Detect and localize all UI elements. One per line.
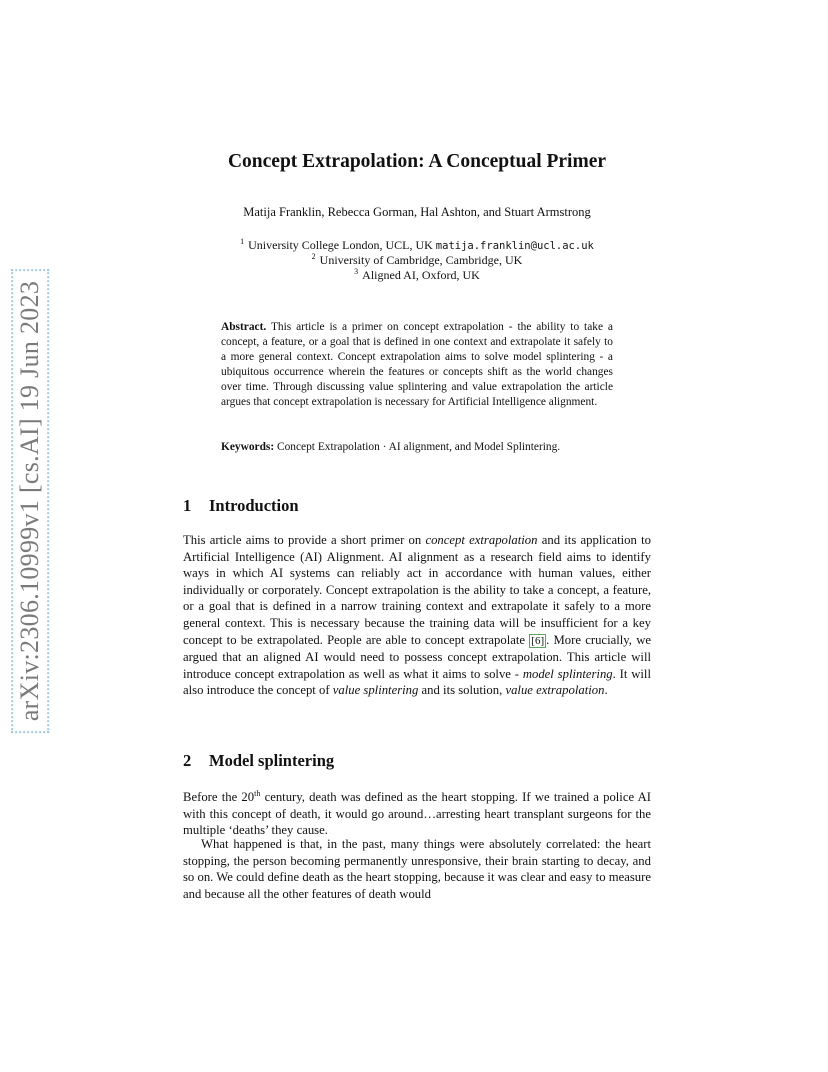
text-run: . — [604, 683, 608, 698]
text-run: century, death was defined as the heart stopping. If we trained a police AI with this concept of death, it would go around…arresting heart transplant surgeons for the multiple ‘deaths’ they cause. — [183, 790, 651, 838]
abstract — [221, 320, 613, 410]
affiliation-text: University College London, UCL, UK — [248, 238, 433, 252]
introduction-paragraph — [183, 532, 651, 699]
superscript: th — [254, 789, 261, 798]
affiliation-3 — [183, 265, 651, 282]
model-splintering-paragraph-2: What happened is that, in the past, many things were absolutely correlated: the heart stopping, the person becoming permanently unresponsive, their brain starting to decay, and so on. We could define death as the heart stopping, because it was clear and easy to measure and because all the other features of death would — [183, 837, 651, 901]
keywords-text: Concept Extrapolation · AI alignment, and Model Splintering. — [277, 441, 561, 453]
text-run: This article aims to provide a short primer on — [183, 533, 426, 547]
model-splintering-paragraph-1 — [183, 786, 651, 839]
emphasis: model splintering — [522, 666, 613, 681]
section-heading-introduction — [183, 496, 299, 516]
affiliation-text: University of Cambridge, Cambridge, UK — [319, 253, 523, 267]
text-run: and its application to Artificial Intelligence (AI) Alignment. AI alignment as a research field aims to identify ways in which AI systems can reliably act in accordance with human values, either individually or corporately. Concept extrapolation is the ability to take a concept, a feature, or a goal that is defined in a narrow training context and extrapolate it safely to a more general context. This is necessary because the training data will be insufficient for a key concept to be extrapolated. People are able to concept extrapolate — [183, 533, 651, 647]
arxiv-stamp — [10, 262, 50, 740]
section-title: Model splintering — [209, 751, 335, 770]
section-number: 2 — [183, 751, 192, 770]
section-title: Introduction — [209, 496, 299, 515]
text-run: . More crucially, we argued that an aligned AI would need to possess concept extrapolation. This article will introduce concept extrapolation as well as what it aims to solve - — [183, 632, 651, 681]
emphasis: value extrapolation — [505, 683, 605, 698]
paper-title: Concept Extrapolation: A Conceptual Primer — [227, 151, 607, 172]
text-run: . It will also introduce the concept of — [183, 666, 651, 698]
keywords-label: Keywords: — [221, 441, 275, 453]
text-run: and its solution, — [418, 683, 506, 698]
section-heading-model-splintering — [183, 751, 334, 771]
abstract-label: Abstract. — [221, 321, 267, 333]
affiliation-mark: 2 — [311, 252, 316, 261]
author-list: Matija Franklin, Rebecca Gorman, Hal Ashton, and Stuart Armstrong — [243, 205, 591, 219]
author-email[interactable]: matija.franklin@ucl.ac.uk — [435, 240, 594, 252]
keywords — [221, 440, 613, 455]
affiliation-mark: 1 — [240, 237, 245, 246]
affiliation-text: Aligned AI, Oxford, UK — [362, 268, 480, 282]
abstract-text: This article is a primer on concept extrapolation - the ability to take a concept, a feature, or a goal that is defined in one context and extrapolate it safely to a more general context. Concept extrapolation aims to solve model splintering - a ubiquitous occurrence wherein the features or concepts shift as the world changes over time. Through discussing value splintering and value extrapolation the article argues that concept extrapolation is necessary for Artificial Intelligence alignment. — [221, 321, 613, 408]
arxiv-stamp-text: arXiv:2306.10999v1 [cs.AI] 19 Jun 2023 — [11, 269, 49, 733]
text-run: Before the 20 — [183, 790, 255, 805]
section-number: 1 — [183, 496, 192, 515]
emphasis: concept extrapolation — [425, 533, 538, 547]
citation-link[interactable]: [6] — [531, 634, 545, 647]
affiliation-mark: 3 — [354, 267, 359, 276]
emphasis: value splintering — [332, 683, 419, 698]
